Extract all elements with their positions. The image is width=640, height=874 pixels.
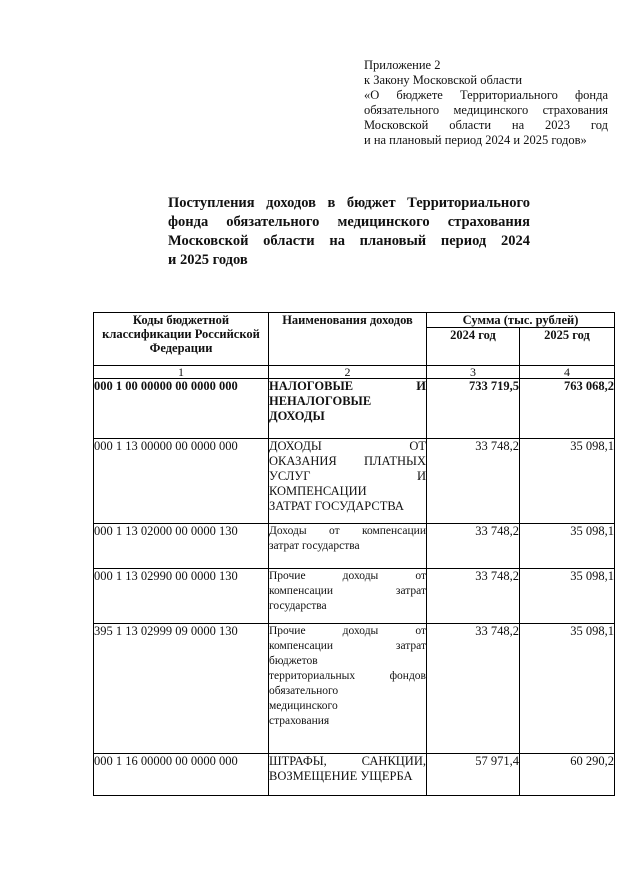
row-code: 395 1 13 02999 09 0000 130 bbox=[94, 624, 269, 754]
appendix-line: обязательного медицинского страхования bbox=[364, 103, 608, 117]
name-line: ВОЗМЕЩЕНИЕ УЩЕРБА bbox=[269, 769, 413, 783]
revenue-table bbox=[93, 312, 615, 796]
name-line: Доходы от компенсации bbox=[269, 525, 426, 537]
row-value-2025: 35 098,1 bbox=[520, 624, 615, 754]
title-line: Московской области на плановый период 2024 bbox=[168, 233, 530, 249]
row-value-2025: 35 098,1 bbox=[520, 439, 615, 524]
document-title bbox=[168, 194, 530, 270]
header-year-2025: 2025 год bbox=[520, 328, 615, 366]
row-value-2025: 35 098,1 bbox=[520, 524, 615, 569]
header-year-2024: 2024 год bbox=[427, 328, 520, 366]
row-value-2024: 33 748,2 bbox=[427, 624, 520, 754]
row-code: 000 1 13 00000 00 0000 000 bbox=[94, 439, 269, 524]
column-number: 3 bbox=[427, 366, 520, 379]
header-code: Коды бюджетной классификации Российской Федерации bbox=[94, 313, 269, 366]
name-line: обязательного bbox=[269, 685, 339, 697]
row-value-2024: 33 748,2 bbox=[427, 569, 520, 624]
name-line: УСЛУГ И bbox=[269, 469, 426, 483]
appendix-line: Приложение 2 bbox=[364, 58, 441, 72]
name-line: территориальных фондов bbox=[269, 670, 426, 682]
header-sum: Сумма (тыс. рублей) bbox=[427, 313, 615, 328]
name-line: ОКАЗАНИЯ ПЛАТНЫХ bbox=[269, 454, 426, 468]
name-line: бюджетов bbox=[269, 655, 318, 667]
column-number: 4 bbox=[520, 366, 615, 379]
row-name bbox=[269, 754, 427, 796]
row-value-2024: 33 748,2 bbox=[427, 524, 520, 569]
row-name bbox=[269, 624, 427, 754]
appendix-note bbox=[364, 58, 608, 148]
table-row bbox=[94, 624, 615, 754]
appendix-line: Московской области на 2023 год bbox=[364, 118, 608, 132]
title-line: и 2025 годов bbox=[168, 252, 248, 268]
name-line: ЗАТРАТ ГОСУДАРСТВА bbox=[269, 499, 404, 513]
name-line: ШТРАФЫ, САНКЦИИ, bbox=[269, 754, 426, 768]
name-line: затрат государства bbox=[269, 540, 360, 552]
name-line: Прочие доходы от bbox=[269, 570, 426, 582]
name-line: ДОХОДЫ ОТ bbox=[269, 439, 426, 453]
table-row bbox=[94, 754, 615, 796]
row-value-2024: 733 719,5 bbox=[427, 379, 520, 439]
column-number-row bbox=[94, 366, 615, 379]
name-line: НАЛОГОВЫЕ И bbox=[269, 379, 426, 393]
row-value-2025: 35 098,1 bbox=[520, 569, 615, 624]
row-code: 000 1 16 00000 00 0000 000 bbox=[94, 754, 269, 796]
table-header-row bbox=[94, 313, 615, 328]
table-row bbox=[94, 379, 615, 439]
row-value-2024: 57 971,4 bbox=[427, 754, 520, 796]
name-line: компенсации затрат bbox=[269, 640, 426, 652]
row-code: 000 1 13 02000 00 0000 130 bbox=[94, 524, 269, 569]
title-line: Поступления доходов в бюджет Территориального bbox=[168, 195, 530, 211]
row-code: 000 1 13 02990 00 0000 130 bbox=[94, 569, 269, 624]
appendix-line: «О бюджете Территориального фонда bbox=[364, 88, 608, 102]
row-name bbox=[269, 439, 427, 524]
table-row bbox=[94, 569, 615, 624]
header-name: Наименования доходов bbox=[269, 313, 427, 366]
name-line: государства bbox=[269, 600, 327, 612]
row-name bbox=[269, 524, 427, 569]
row-code: 000 1 00 00000 00 0000 000 bbox=[94, 379, 269, 439]
column-number: 1 bbox=[94, 366, 269, 379]
name-line: НЕНАЛОГОВЫЕ bbox=[269, 394, 372, 408]
row-value-2025: 60 290,2 bbox=[520, 754, 615, 796]
column-number: 2 bbox=[269, 366, 427, 379]
row-value-2025: 763 068,2 bbox=[520, 379, 615, 439]
row-value-2024: 33 748,2 bbox=[427, 439, 520, 524]
name-line: компенсации затрат bbox=[269, 585, 426, 597]
name-line: ДОХОДЫ bbox=[269, 409, 325, 423]
row-name bbox=[269, 379, 427, 439]
name-line: Прочие доходы от bbox=[269, 625, 426, 637]
appendix-line: к Закону Московской области bbox=[364, 73, 523, 87]
table-row bbox=[94, 524, 615, 569]
table-row bbox=[94, 439, 615, 524]
title-line: фонда обязательного медицинского страхования bbox=[168, 214, 530, 230]
name-line: КОМПЕНСАЦИИ bbox=[269, 484, 367, 498]
row-name bbox=[269, 569, 427, 624]
name-line: медицинского bbox=[269, 700, 338, 712]
name-line: страхования bbox=[269, 715, 330, 727]
appendix-line: и на плановый период 2024 и 2025 годов» bbox=[364, 133, 587, 147]
